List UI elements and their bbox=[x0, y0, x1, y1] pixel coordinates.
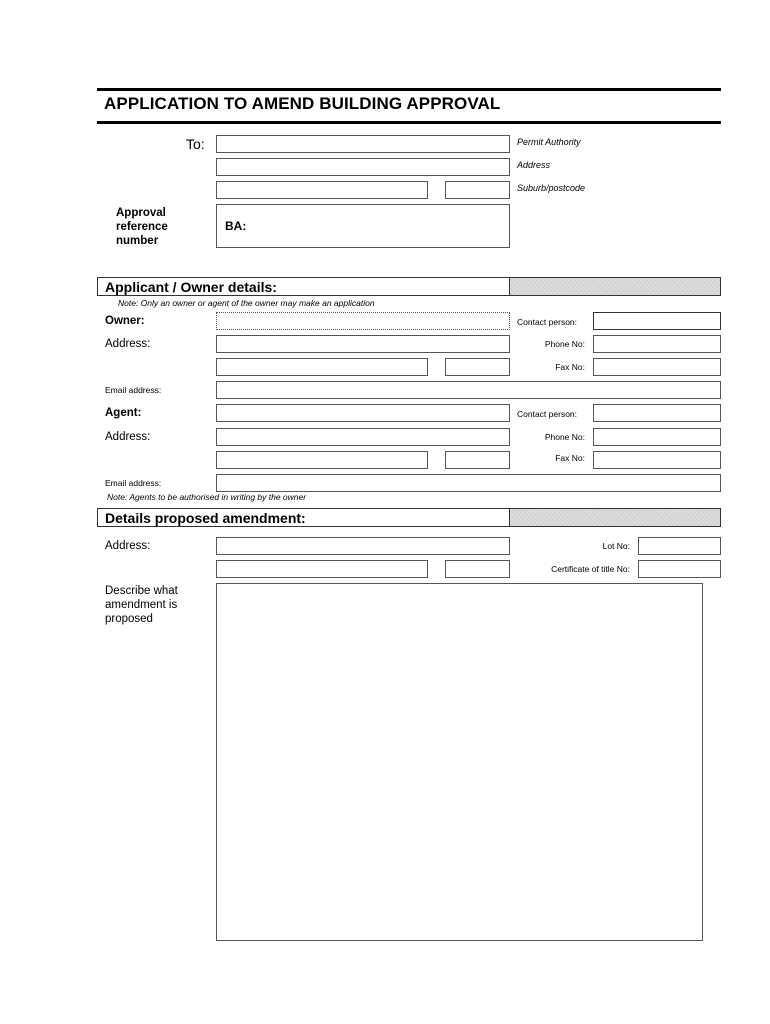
owner-suburb-input[interactable] bbox=[216, 358, 428, 376]
authority-postcode-input[interactable] bbox=[445, 181, 510, 199]
amendment-address-line1-input[interactable] bbox=[216, 537, 510, 555]
certificate-title-input[interactable] bbox=[638, 560, 721, 578]
amendment-heading-shading bbox=[509, 509, 720, 526]
owner-phone-input[interactable] bbox=[593, 335, 721, 353]
applicant-heading-text: Applicant / Owner details: bbox=[105, 279, 277, 295]
agent-address-line1-input[interactable] bbox=[216, 428, 510, 446]
agent-email-input[interactable] bbox=[216, 474, 721, 492]
owner-phone-label: Phone No: bbox=[544, 339, 585, 349]
agent-address-label: Address: bbox=[105, 431, 151, 443]
authority-address-input[interactable] bbox=[216, 158, 510, 176]
certificate-title-label: Certificate of title No: bbox=[551, 564, 630, 574]
describe-line-3: proposed bbox=[105, 613, 153, 625]
title-top-rule bbox=[97, 88, 721, 91]
owner-email-label: Email address: bbox=[105, 385, 162, 395]
amendment-postcode-input[interactable] bbox=[445, 560, 510, 578]
describe-line-2: amendment is bbox=[105, 599, 178, 611]
owner-postcode-input[interactable] bbox=[445, 358, 510, 376]
owner-fax-input[interactable] bbox=[593, 358, 721, 376]
heading-shading bbox=[509, 278, 720, 295]
owner-contact-person-input[interactable] bbox=[593, 312, 721, 330]
approval-ref-line-1: Approval bbox=[116, 207, 166, 219]
agent-fax-label: Fax No: bbox=[555, 453, 585, 463]
approval-ref-line-3: number bbox=[116, 235, 159, 247]
amendment-suburb-input[interactable] bbox=[216, 560, 428, 578]
agent-label: Agent: bbox=[105, 407, 142, 419]
agent-email-label: Email address: bbox=[105, 478, 162, 488]
amendment-description-textarea[interactable] bbox=[216, 583, 703, 941]
authority-suburb-input[interactable] bbox=[216, 181, 428, 199]
owner-address-label: Address: bbox=[105, 338, 151, 350]
amendment-address-label: Address: bbox=[105, 540, 151, 552]
agent-note: Note: Agents to be authorised in writing by the owner bbox=[107, 492, 307, 502]
agent-phone-input[interactable] bbox=[593, 428, 721, 446]
title-bottom-rule bbox=[97, 121, 721, 124]
address-hint: Address bbox=[517, 160, 551, 170]
permit-authority-hint: Permit Authority bbox=[517, 137, 581, 147]
owner-fax-label: Fax No: bbox=[555, 362, 585, 372]
agent-suburb-input[interactable] bbox=[216, 451, 428, 469]
describe-line-1: Describe what bbox=[105, 585, 178, 597]
owner-name-input[interactable] bbox=[216, 312, 510, 330]
owner-address-line1-input[interactable] bbox=[216, 335, 510, 353]
agent-phone-label: Phone No: bbox=[544, 432, 585, 442]
agent-contact-person-label: Contact person: bbox=[517, 409, 578, 419]
owner-label: Owner: bbox=[105, 315, 145, 327]
to-label: To: bbox=[186, 136, 205, 152]
approval-ref-line-2: reference bbox=[116, 221, 168, 233]
form-title: APPLICATION TO AMEND BUILDING APPROVAL bbox=[104, 94, 501, 113]
describe-amendment-label bbox=[105, 584, 178, 626]
ba-prefix: BA: bbox=[225, 219, 247, 233]
permit-authority-input[interactable] bbox=[216, 135, 510, 153]
applicant-owner-heading bbox=[97, 277, 721, 296]
approval-reference-box[interactable] bbox=[216, 204, 510, 248]
amendment-heading bbox=[97, 508, 721, 527]
owner-contact-person-label: Contact person: bbox=[517, 317, 578, 327]
owner-email-input[interactable] bbox=[216, 381, 721, 399]
agent-postcode-input[interactable] bbox=[445, 451, 510, 469]
owner-note: Note: Only an owner or agent of the owner may make an application bbox=[118, 298, 375, 308]
lot-no-label: Lot No: bbox=[602, 541, 630, 551]
amendment-heading-text: Details proposed amendment: bbox=[105, 510, 306, 526]
suburb-postcode-hint: Suburb/postcode bbox=[517, 183, 586, 193]
approval-reference-label bbox=[116, 206, 168, 248]
agent-fax-input[interactable] bbox=[593, 451, 721, 469]
agent-name-input[interactable] bbox=[216, 404, 510, 422]
agent-contact-person-input[interactable] bbox=[593, 404, 721, 422]
lot-no-input[interactable] bbox=[638, 537, 721, 555]
